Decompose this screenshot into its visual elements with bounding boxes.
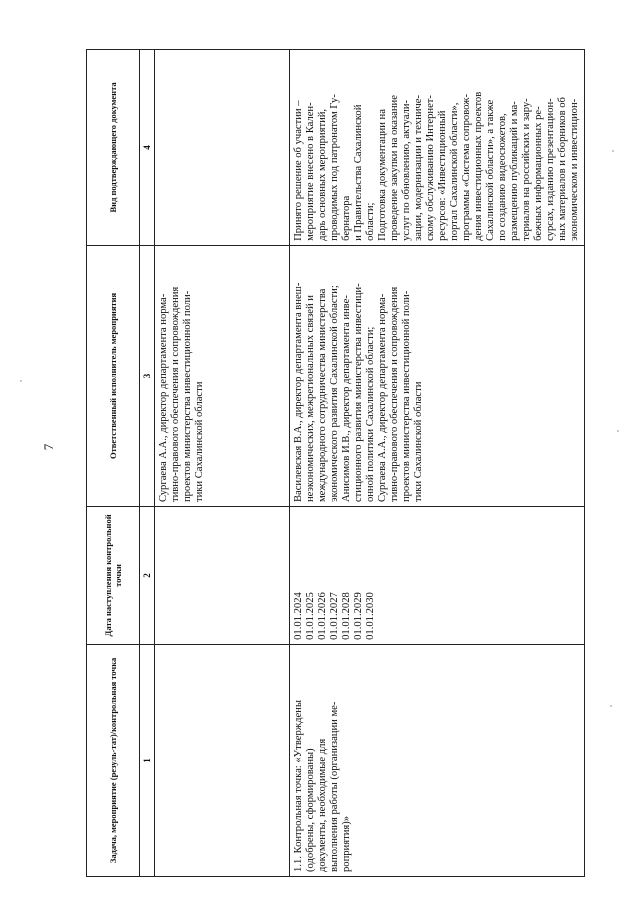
text-line: стиционного развития министерства инвестици-: [353, 283, 364, 503]
text-line: проводимых под патронатом Гу-: [329, 94, 340, 241]
scan-speck: [612, 150, 614, 152]
text-line: (одобрены, сформированы): [305, 748, 316, 872]
text-line: ных материалов и сборников об: [557, 97, 568, 241]
text-line: портал Сахалинской области»,: [449, 102, 460, 241]
row1-document-cell: [155, 50, 290, 246]
date-value: 01.01.2024: [293, 592, 304, 640]
text-line: проектов министерства инвестиционной поли-: [401, 290, 412, 503]
text-line: тивно-правового обеспечения и сопровождения: [170, 286, 181, 503]
text-line: экономическом и инвестицион-: [569, 98, 580, 241]
text-line: дения инвестиционных проектов: [473, 91, 484, 241]
row2-executor-cell: [290, 245, 585, 506]
text-line: тики Сахалинской области: [194, 381, 205, 503]
row1-date-cell: [155, 507, 290, 645]
table-row: [290, 50, 585, 877]
date-value: 01.01.2028: [341, 592, 352, 640]
text-line: размещению публикаций и ма-: [509, 101, 520, 241]
text-line: услуг по обновлению, актуали-: [401, 100, 412, 241]
text-line: Василевская В.А., директор департамента внеш-: [293, 282, 304, 503]
text-line: Подготовка документации на: [377, 109, 388, 241]
text-line: проектов министерства инвестиционной поли-: [182, 290, 193, 503]
scan-speck: [610, 705, 612, 707]
date-value: 01.01.2025: [305, 592, 316, 640]
text-line: неэкономических, межрегиональных связей и: [305, 295, 316, 503]
column-number: 1: [140, 644, 155, 876]
row1-task-cell: [155, 644, 290, 876]
row2-document-cell: [290, 50, 585, 246]
text-line: териалов на российских и зару-: [521, 98, 532, 241]
date-value: 01.01.2027: [329, 592, 340, 640]
scan-speck: [617, 430, 619, 432]
text-line: Сургаева А.А., директор департамента норма-: [158, 293, 169, 503]
text-line: Принято решение об участии –: [293, 100, 304, 241]
text-line: онной политики Сахалинской области;: [365, 326, 376, 503]
text-line: проведение закупки на оказание: [389, 95, 400, 241]
scan-speck: [20, 380, 22, 382]
text-line: бежных информационных ре-: [533, 106, 544, 241]
text-line: документы, необходимые для: [317, 738, 328, 872]
control-points-table: [86, 49, 585, 877]
date-value: 01.01.2029: [353, 592, 364, 640]
row2-date-cell: [290, 507, 585, 645]
table-header-row: [87, 50, 140, 877]
text-line: по созданию видеосюжетов,: [497, 113, 508, 241]
text-line: мероприятие внесено в Кален-: [305, 102, 316, 241]
text-line: Анисимов И.В., директор департамента инве-: [341, 295, 352, 503]
text-line: программы «Система сопровож-: [461, 93, 472, 241]
text-line: выполнения работы (организации ме-: [329, 701, 340, 872]
column-number: 4: [140, 50, 155, 246]
text-line: Сахалинской области», а также: [485, 99, 496, 241]
column-number: 2: [140, 507, 155, 645]
date-value: 01.01.2030: [365, 592, 376, 640]
text-line: экономического развития Сахалинской области;: [329, 285, 340, 503]
column-number: 3: [140, 245, 155, 506]
text-line: ресурсов: «Инвестиционный: [437, 110, 448, 241]
table-row: [155, 50, 290, 877]
text-line: дарь основных мероприятий,: [317, 108, 328, 241]
header-task: Задача, мероприятие (резуль-тат)/контрольная точка: [87, 644, 140, 876]
text-line: сурсах, изданию презентацион-: [545, 98, 556, 241]
text-line: тики Сахалинской области: [413, 381, 424, 503]
text-line: бернатора: [341, 195, 352, 241]
text-line: тивно-правового обеспечения и сопровождения: [389, 286, 400, 503]
text-line: роприятия)»: [341, 815, 352, 872]
date-value: 01.01.2026: [317, 592, 328, 640]
row1-executor-cell: [155, 245, 290, 506]
page-number: 7: [41, 443, 56, 451]
header-date: Дата наступления контрольной точки: [87, 507, 140, 645]
header-document: Вид подтверждающего документа: [87, 50, 140, 246]
text-line: 1.1. Контрольная точка: «Утверждены: [293, 700, 304, 872]
row2-task-cell: [290, 644, 585, 876]
rotated-table-wrapper: [86, 49, 580, 877]
text-line: скому обслуживанию Интернет-: [425, 95, 436, 241]
text-line: зации, модернизации и техниче-: [413, 95, 424, 241]
text-line: и Правительства Сахалинской: [353, 104, 364, 241]
text-line: международного сотрудничества министерства: [317, 288, 328, 503]
header-executor: Ответственный исполнитель мероприятия: [87, 245, 140, 506]
column-number-row: [140, 50, 155, 877]
text-line: Сургаева А.А., директор департамента норма-: [377, 293, 388, 503]
text-line: области;: [365, 202, 376, 241]
